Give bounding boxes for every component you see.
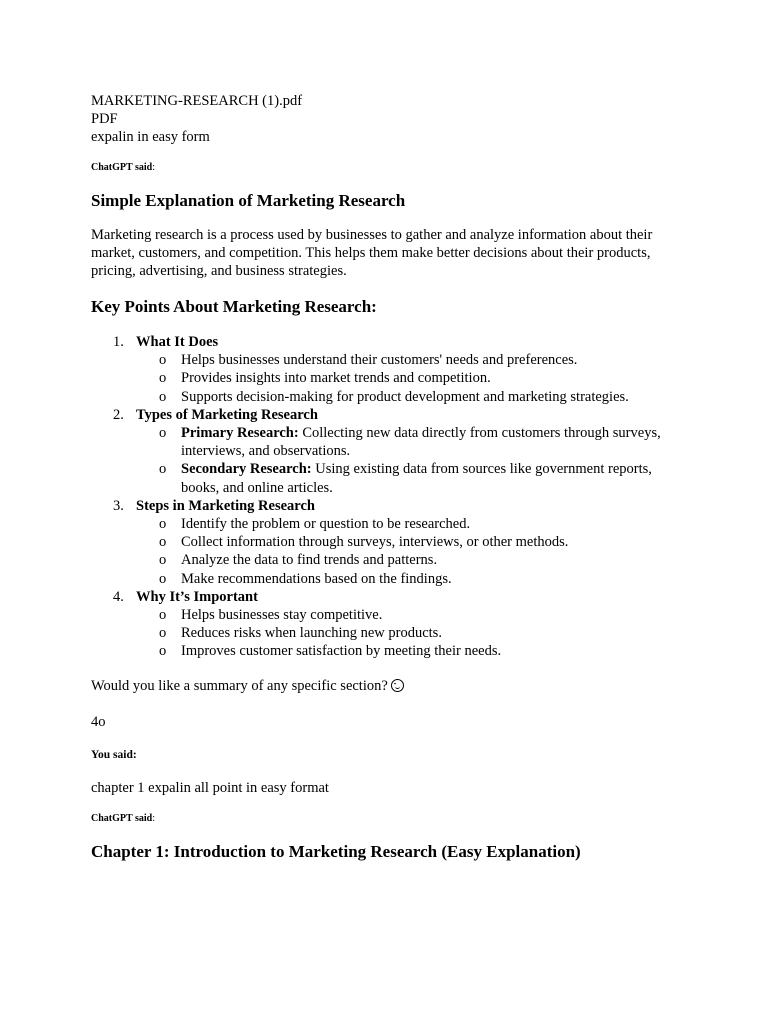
sub-point-item: [159, 570, 691, 588]
sub-point-item: [159, 642, 691, 660]
bullet-marker: o: [159, 425, 167, 442]
model-label: 4o: [91, 713, 106, 730]
key-point-item: [113, 588, 691, 661]
intro-paragraph: Marketing research is a process used by businesses to gather and analyze information about their market, customers, and competition. This helps them make better decisions about their products, pricing, advertising, and business strategies.: [91, 227, 653, 279]
speaker-label-user: You said:: [91, 748, 137, 761]
bullet-marker: o: [159, 370, 167, 387]
speaker-colon: :: [152, 162, 156, 173]
sub-point-item: [159, 460, 691, 496]
sub-point-text: Helps businesses understand their customers' needs and preferences.: [181, 352, 578, 369]
bullet-marker: o: [159, 552, 167, 569]
list-number: 2.: [113, 406, 124, 423]
sub-point-item: [159, 606, 691, 624]
bullet-marker: o: [159, 643, 167, 660]
key-points-heading: Key Points About Marketing Research:: [91, 297, 377, 316]
bullet-marker: o: [159, 570, 167, 587]
speaker-colon: :: [152, 812, 156, 824]
sub-point-text: Analyze the data to find trends and patterns.: [181, 552, 438, 569]
bullet-marker: o: [159, 607, 167, 624]
bullet-marker: o: [159, 516, 167, 533]
sub-point-text: Supports decision-making for product development and marketing strategies.: [181, 388, 629, 405]
sub-point-item: [159, 424, 691, 460]
document-page: [91, 92, 691, 863]
sub-point-text: Identify the problem or question to be researched.: [181, 516, 471, 533]
sub-point-label: Secondary Research:: [181, 461, 312, 478]
followup-question: [91, 677, 691, 695]
smiley-icon: [391, 679, 404, 692]
sub-point-item: [159, 624, 691, 642]
sub-point-text: Helps businesses stay competitive.: [181, 607, 383, 624]
key-point-item: [113, 406, 691, 497]
list-number: 1.: [113, 334, 124, 350]
sub-point-text: Using existing data from sources like government reports, books, and online articles.: [181, 461, 652, 496]
bullet-marker: o: [159, 534, 167, 551]
sub-point-item: [159, 351, 691, 369]
user-message: chapter 1 expalin all point in easy format: [91, 779, 329, 796]
speaker-name: ChatGPT said: [91, 812, 153, 824]
sub-point-list: [136, 351, 691, 406]
attachment-filename: MARKETING-RESEARCH (1).pdf: [91, 93, 303, 109]
bullet-marker: o: [159, 352, 167, 369]
sub-point-text: Reduces risks when launching new products.: [181, 625, 442, 642]
sub-point-list: [136, 515, 691, 588]
sub-point-item: [159, 551, 691, 569]
bullet-marker: o: [159, 625, 167, 642]
section-title: Simple Explanation of Marketing Research: [91, 191, 406, 210]
sub-point-item: [159, 388, 691, 406]
followup-text: Would you like a summary of any specific section?: [91, 677, 392, 694]
sub-point-item: [159, 515, 691, 533]
sub-point-text: Improves customer satisfaction by meeting their needs.: [181, 643, 502, 660]
sub-point-text: Make recommendations based on the findings.: [181, 570, 452, 587]
user-prompt: expalin in easy form: [91, 129, 210, 145]
bullet-marker: o: [159, 461, 167, 478]
sub-point-label: Primary Research:: [181, 425, 299, 442]
list-number: 3.: [113, 497, 124, 514]
key-point-heading: Steps in Marketing Research: [136, 497, 315, 514]
sub-point-item: [159, 533, 691, 551]
sub-point-item: [159, 369, 691, 387]
key-point-heading: What It Does: [136, 334, 219, 350]
sub-point-text: Provides insights into market trends and competition.: [181, 370, 491, 387]
key-point-heading: Why It’s Important: [136, 588, 258, 605]
bullet-marker: o: [159, 388, 167, 405]
chapter-title: Chapter 1: Introduction to Marketing Research (Easy Explanation): [91, 841, 581, 861]
key-point-item: [113, 497, 691, 588]
sub-point-text: Collect information through surveys, interviews, or other methods.: [181, 534, 569, 551]
speaker-label-chatgpt-2: [91, 812, 691, 826]
key-point-heading: Types of Marketing Research: [136, 406, 318, 423]
sub-point-list: [136, 606, 691, 661]
sub-point-text: Collecting new data directly from customers through surveys, interviews, and observations.: [181, 425, 661, 460]
speaker-name: ChatGPT said: [91, 162, 153, 173]
key-point-item: [113, 333, 691, 406]
sub-point-list: [136, 424, 691, 497]
speaker-label-chatgpt: [91, 161, 691, 175]
list-number: 4.: [113, 588, 124, 605]
key-points-list: [91, 333, 691, 661]
attachment-filetype: PDF: [91, 111, 118, 127]
